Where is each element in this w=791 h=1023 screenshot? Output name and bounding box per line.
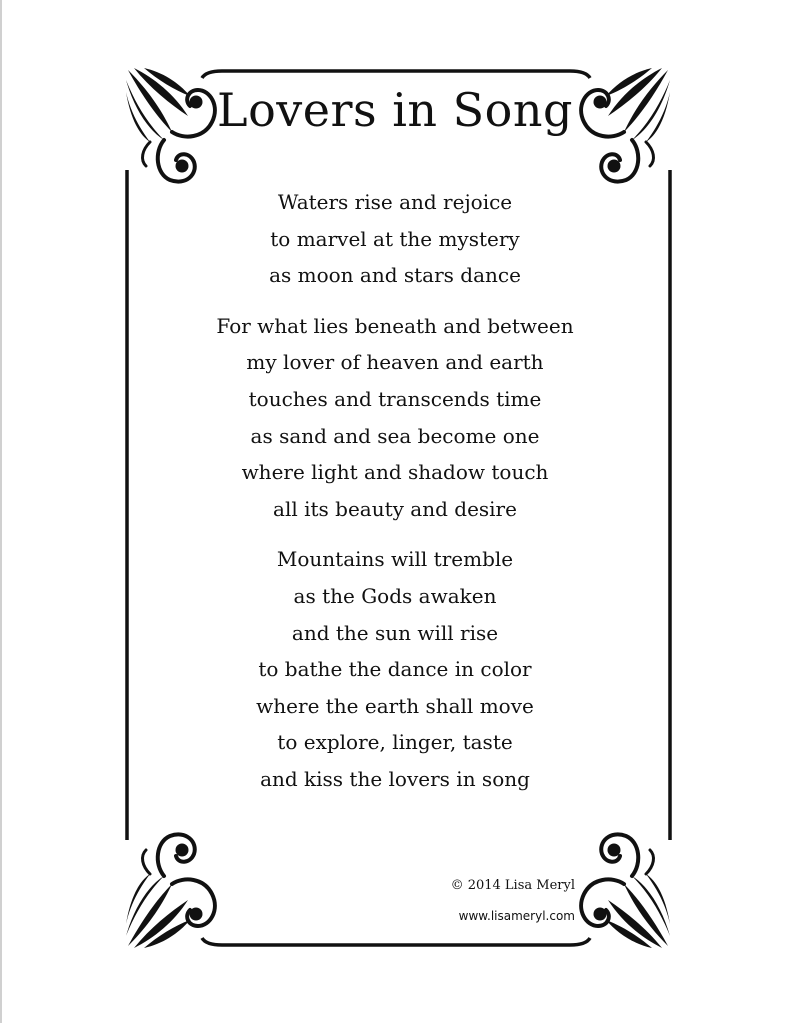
copyright-notice: © 2014 Lisa Meryl [450,878,575,893]
corner-ornament-top-right [581,66,672,182]
poem-line: all its beauty and desire [273,496,517,521]
poem-line: to bathe the dance in color [258,657,532,682]
poem-line: to marvel at the mystery [270,226,520,251]
website-link[interactable]: www.lisameryl.com [458,909,575,923]
poem-line: as moon and stars dance [269,263,521,288]
poem-line: and kiss the lovers in song [260,766,530,791]
corner-ornament-bottom-left [124,834,215,950]
poem-line: touches and transcends time [248,386,542,411]
poem-line: where the earth shall move [256,693,534,718]
poem-line: as sand and sea become one [250,423,540,448]
poem-line: Waters rise and rejoice [277,190,513,214]
stanza-3 [180,541,610,797]
poem-line: my lover of heaven and earth [246,350,544,375]
poem-line: Mountains will tremble [276,547,514,572]
stanza-2 [180,308,610,528]
poem-line: to explore, linger, taste [277,730,513,755]
poem-line: For what lies beneath and between [216,313,574,338]
poem-body [180,184,610,798]
poem-title: Lovers in Song [217,83,573,137]
poem-line: where light and shadow touch [241,460,549,485]
corner-ornament-bottom-right [581,834,672,950]
poem-line: and the sun will rise [291,620,499,645]
poem-line: as the Gods awaken [293,583,497,608]
stanza-1 [180,184,610,294]
